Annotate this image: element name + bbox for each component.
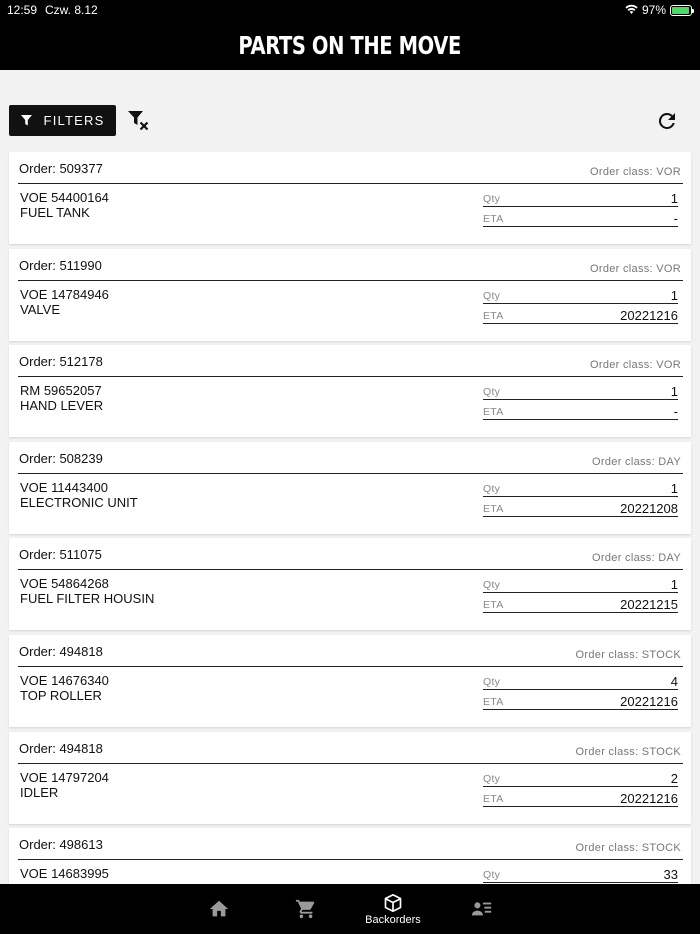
eta-field [483,502,678,517]
battery-percent: 97% [641,3,666,17]
eta-value: 20221215 [620,597,678,613]
qty-value: 4 [670,673,678,689]
order-card[interactable] [9,635,691,727]
order-number: Order: 498613 [19,837,103,853]
eta-label: ETA [483,213,504,225]
order-card[interactable] [9,152,691,244]
order-number: Order: 511075 [19,547,102,563]
nav-cart[interactable] [271,884,341,934]
status-right [625,3,692,17]
status-date: Czw. 8.12 [45,3,98,17]
eta-field [483,598,678,613]
eta-field [483,212,678,227]
order-class: Order class: DAY [592,455,681,468]
wifi-icon [625,3,638,17]
order-card[interactable] [9,732,691,824]
eta-label: ETA [483,406,504,419]
qty-label: Qty [483,675,501,688]
eta-value: 20221216 [620,693,678,709]
order-class: Order class: STOCK [575,842,681,855]
package-icon [383,893,403,913]
part-name: HAND LEVER [20,398,104,414]
eta-label: ETA [483,695,504,708]
qty-field [483,578,678,593]
bottom-nav [0,884,700,934]
eta-label: ETA [483,309,504,322]
status-time: 12:59 [7,3,38,17]
clear-filter-icon[interactable] [126,108,152,134]
qty-field [483,482,678,497]
eta-value: 20221208 [620,500,678,516]
qty-label: Qty [483,289,501,302]
part-number: VOE 54864268 [20,576,109,592]
qty-field [483,772,678,787]
nav-home[interactable] [184,884,254,934]
qty-label: Qty [483,772,501,785]
filters-button[interactable] [9,105,116,136]
eta-field [483,309,678,324]
app-header [0,20,700,70]
qty-value: 2 [670,770,678,786]
order-number: Order: 509377 [19,161,103,176]
cart-icon [295,898,317,920]
qty-field [483,289,678,304]
part-number: VOE 14676340 [20,672,109,688]
eta-field [483,695,678,710]
order-class: Order class: VOR [590,359,681,372]
order-card[interactable] [9,345,691,437]
part-number: VOE 14784946 [20,286,109,302]
order-number: Order: 494818 [19,643,103,659]
nav-profile[interactable] [447,884,517,934]
part-number: RM 59652057 [20,383,102,399]
eta-field [483,405,678,420]
eta-field [483,792,678,807]
nav-backorders-label: Backorders [365,913,421,926]
part-name: VALVE [20,301,60,317]
eta-label: ETA [483,599,504,612]
filters-label: FILTERS [43,113,105,128]
order-card[interactable] [9,249,691,341]
qty-label: Qty [483,579,501,592]
battery-fill [672,7,689,14]
order-card[interactable] [9,538,691,630]
qty-value: 1 [670,577,678,593]
eta-value: - [673,211,678,226]
order-class: Order class: STOCK [575,648,681,661]
qty-value: 1 [670,480,678,496]
card-divider [18,376,683,377]
eta-value: - [673,404,678,420]
part-name: TOP ROLLER [20,687,102,703]
card-divider [18,666,683,667]
card-divider [18,859,683,860]
qty-value: 1 [670,287,678,303]
part-name: ELECTRONIC UNIT [20,494,138,510]
order-number: Order: 494818 [19,740,103,756]
qty-value: 1 [670,191,678,206]
card-divider [18,569,683,570]
order-class: Order class: VOR [590,166,681,178]
eta-value: 20221216 [620,790,678,806]
part-name: FUEL TANK [20,205,90,220]
qty-label: Qty [483,386,501,399]
card-divider [18,183,683,184]
part-number: VOE 54400164 [20,190,109,205]
card-divider [18,280,683,281]
part-number: VOE 14797204 [20,769,109,785]
card-divider [18,473,683,474]
filter-icon [21,115,32,126]
qty-value: 1 [670,384,678,400]
order-number: Order: 508239 [19,450,103,466]
qty-field [483,192,678,207]
qty-field [483,675,678,690]
eta-label: ETA [483,502,504,515]
battery-icon [670,5,692,16]
qty-value: 33 [663,867,678,883]
home-icon [208,898,230,920]
refresh-icon[interactable] [655,109,679,133]
card-divider [18,763,683,764]
main-content[interactable] [0,70,700,884]
order-class: Order class: STOCK [575,745,681,758]
part-number: VOE 11443400 [20,479,108,495]
profile-list-icon [471,898,493,920]
eta-label: ETA [483,792,504,805]
qty-field [483,385,678,400]
order-list[interactable] [9,152,691,925]
order-number: Order: 511990 [19,257,102,273]
qty-field [483,868,678,883]
qty-label: Qty [483,482,501,495]
status-bar [0,0,700,20]
part-name: FUEL FILTER HOUSIN [20,591,155,607]
part-number: VOE 14683995 [20,866,109,882]
nav-backorders[interactable] [358,884,428,934]
order-class: Order class: VOR [590,262,681,275]
order-class: Order class: DAY [592,552,681,565]
qty-label: Qty [483,193,501,205]
app-title: PARTS ON THE MOVE [238,30,462,60]
eta-value: 20221216 [620,307,678,323]
order-number: Order: 512178 [19,354,103,370]
qty-label: Qty [483,869,501,882]
toolbar [9,105,691,137]
part-name: IDLER [20,784,59,800]
order-card[interactable] [9,442,691,534]
